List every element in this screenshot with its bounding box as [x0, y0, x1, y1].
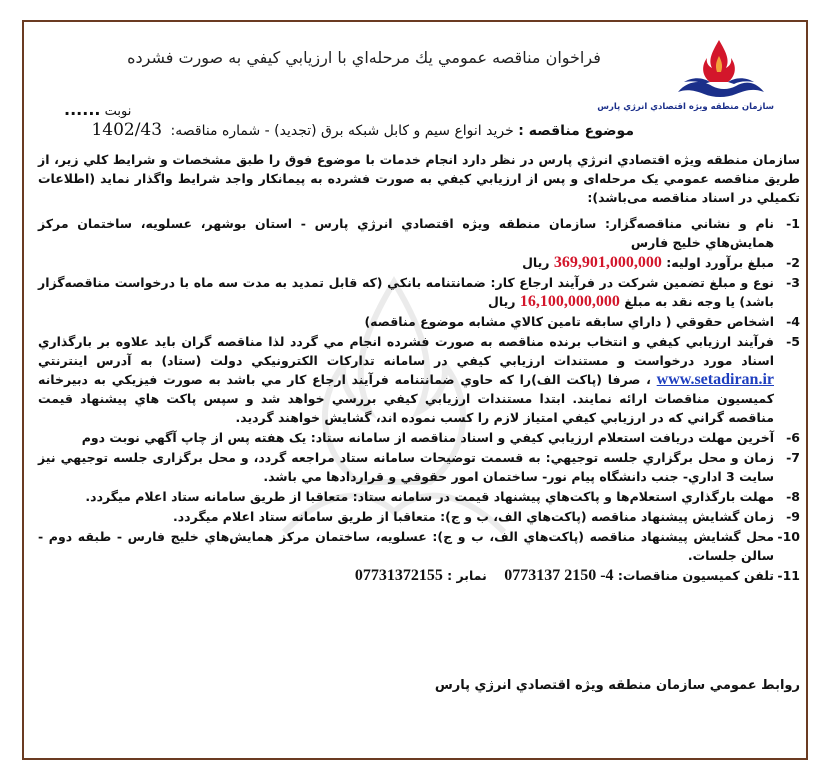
item-number: 9-	[786, 509, 800, 524]
intro-paragraph: سازمان منطقه ويژه اقتصادي انرژي پارس در نظر دارد انجام خدمات با موضوع فوق را طبق مشخصات و شرايط كلي زير، از طريق مناقصه عمومي يک مرحله‌ای و پس از ارزيابي كيفي به صورت فشرده به پيمانكار واجد شرايط واگذار نمايد (اطلاعات تکميلي در اسناد مناقصه می‌باشد):	[38, 152, 800, 205]
list-item	[38, 487, 800, 506]
list-item	[38, 566, 800, 585]
item-text	[38, 253, 774, 272]
item-text: زمان گشايش پيشنهاد مناقصه (پاكت‌هاي الف، ب و ج): متعاقبا از طريق سامانه ستاد اعلام ميگردد.	[172, 509, 774, 524]
list-item	[38, 273, 800, 311]
list-item	[38, 214, 800, 252]
public-relations-signature: روابط عمومي سازمان منطقه ويژه اقتصادي انرژي پارس	[434, 678, 800, 693]
flame-logo-icon	[664, 36, 774, 102]
subject-row	[91, 120, 634, 140]
estimate-label: مبلغ برآورد اوليه:	[666, 255, 774, 270]
guarantee-amount: 16,100,000,000	[519, 293, 620, 310]
list-item	[38, 253, 800, 272]
subject-label: موضوع مناقصه :	[518, 123, 634, 139]
item-text	[38, 332, 774, 427]
item-number: 11-	[777, 568, 800, 583]
item-text	[38, 566, 774, 585]
list-item	[38, 428, 800, 447]
item-text: محل گشايش پيشنهاد مناقصه (پاكت‌هاي الف، ب و ج): عسلويه، ساختمان مركز همايش‌هاي خليج فارس - طبقه دوم - سالن جلسات.	[38, 529, 774, 563]
item-text: مهلت بارگذاري استعلام‌ها و پاكت‌هاي پيشنهاد قيمت در سامانه ستاد: متعاقبا از طريق سامانه ستاد اعلام ميگردد.	[85, 489, 774, 504]
item-number: 3-	[786, 275, 800, 290]
estimate-amount: 369,901,000,000	[553, 254, 662, 271]
conditions-list	[38, 214, 800, 586]
guarantee-text: نوع و مبلغ تضمين شركت در فرآيند ارجاع كار: ضمانتنامه بانكي (كه قابل تمديد به مدت سه ماه با درخواست مناقصه‌گزار باشد) يا وجه نقد به مبلغ	[38, 275, 774, 309]
nobat-text: نوبت	[104, 104, 132, 119]
list-item	[38, 527, 800, 565]
item-number: 8-	[786, 489, 800, 504]
currency-label: ريال	[522, 255, 550, 270]
list-item	[38, 507, 800, 526]
fax-number: 07731372155	[354, 567, 443, 584]
subject-text: خريد انواع سيم و كابل شبكه برق (تجديد) - شماره مناقصه:	[170, 123, 514, 139]
logo-caption: سازمان منطقه ويژه اقتصادي انرژي پارس	[597, 102, 774, 112]
notice-frame	[22, 20, 808, 760]
setad-link[interactable]: www.setadiran.ir	[656, 371, 774, 388]
notice-title: فراخوان مناقصه عمومي يك مرحله‌اي با ارزيابي كيفي به صورت فشرده	[127, 48, 601, 67]
list-item	[38, 332, 800, 427]
item-number: 4-	[786, 314, 800, 329]
fax-label: نمابر :	[447, 568, 487, 583]
item-text: اشخاص حقوقي ( داراي سابقه تامين كالاي مشابه موضوع مناقصه)	[364, 314, 774, 329]
phone-label: تلفن كميسيون مناقصات:	[617, 568, 774, 583]
list-item	[38, 448, 800, 486]
nobat-label	[64, 100, 131, 119]
item-text	[38, 273, 774, 311]
tender-number: 1402/43	[91, 120, 163, 140]
list-item	[38, 312, 800, 331]
item-text: آخرين مهلت دريافت استعلام ارزيابي كيفي و اسناد مناقصه از سامانه ستاد: يک هفته پس از چاپ آگهي نوبت دوم	[81, 430, 774, 445]
item-number: 1-	[786, 216, 800, 231]
process-text-continued: ، صرفا (پاكت الف)را كه حاوي ضمانتنامه فرآيند ارجاع كار مي باشد به صورت فيزيكي به دبيرخانه كميسيون مناقصات ارائه نمايند. ابتدا مستندات ارزيابي كيفي بررسي خواهد شد و سپس پاكت هاي پيشنهاد قيمت مناقصه گراني كه در ارزيابي كيفي امتياز لازم را كسب نموده اند، گشايش خواهند گرديد.	[38, 372, 774, 425]
item-number: 2-	[786, 255, 800, 270]
process-text: فرآيند ارزيابي كيفي و انتخاب برنده مناقصه به صورت فشرده انجام مي گردد لذا مناقصه گران بايد علاوه بر بارگذاري اسناد مورد درخواست و مستندات ارزيابي كيفي در سامانه تداركات الكترونيكي دولت (ستاد) به آدرس اينترنتي	[38, 334, 774, 368]
nobat-dots: ......	[64, 100, 101, 119]
currency-label: ريال	[488, 294, 516, 309]
organization-logo	[597, 36, 774, 120]
item-text: نام و نشاني مناقصه‌گزار: سازمان منطقه ويژه اقتصادي انرژي پارس - استان بوشهر، عسلويه، ساختمان مركز همايش‌هاي خليج فارس	[38, 216, 774, 250]
item-number: 5-	[786, 334, 800, 349]
item-text: زمان و محل برگزاري جلسه توجيهي: به قسمت توضيحات سامانه ستاد مراجعه گردد، و محل برگزاری جلسه توجيهي نيز سايت 3 اداري- جنب دانشگاه پيام نور- ساختمان امور حقوقي و قراردادها مي باشد.	[38, 450, 774, 484]
item-number: 7-	[786, 450, 800, 465]
phone-number: 0773137 2150 -4	[504, 567, 614, 584]
item-number: 10-	[777, 529, 800, 544]
item-number: 6-	[786, 430, 800, 445]
